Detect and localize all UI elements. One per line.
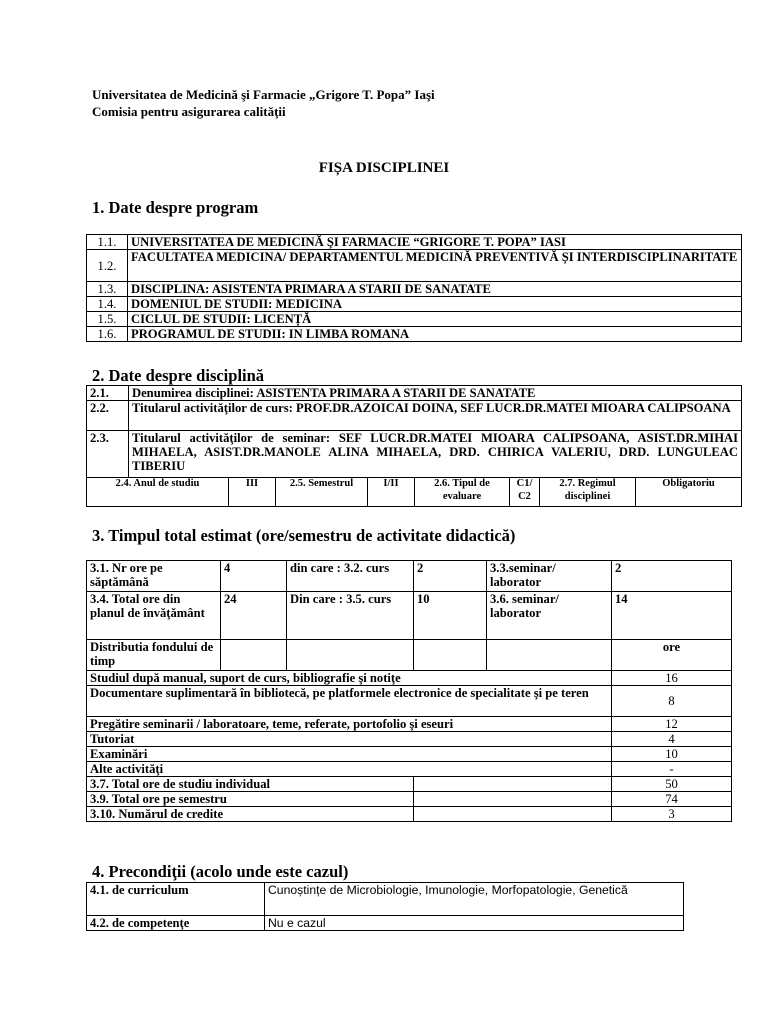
table-row — [87, 640, 732, 671]
seminar-total-value: 14 — [612, 592, 732, 640]
activity-label: Examinări — [87, 747, 612, 762]
year-label: 2.4. Anul de studiu — [87, 478, 229, 507]
course-total-value: 10 — [414, 592, 487, 640]
table-row — [87, 401, 742, 431]
activity-hours: 8 — [612, 686, 732, 717]
row-number: 1.6. — [87, 327, 128, 342]
row-number: 1.4. — [87, 297, 128, 312]
section-1-heading: 1. Date despre program — [92, 198, 259, 217]
total-plan-label: 3.4. Total ore din planul de învăţământ — [87, 592, 221, 640]
table-row — [87, 747, 732, 762]
row-number: 1.3. — [87, 282, 128, 297]
section-4-heading: 4. Precondiţii (acolo unde este cazul) — [92, 862, 349, 881]
semester-label: 2.5. Semestrul — [276, 478, 368, 507]
table-row — [87, 297, 742, 312]
table-row — [87, 386, 742, 401]
row-text: DISCIPLINA: ASISTENTA PRIMARA A STARII DE SANATATE — [128, 282, 742, 297]
table-row — [87, 792, 732, 807]
page-title: FIȘA DISCIPLINEI — [318, 160, 450, 176]
activity-label: Alte activităţi — [87, 762, 612, 777]
hours-week-label: 3.1. Nr ore pe săptămână — [87, 561, 221, 592]
precondition-label: 4.1. de curriculum — [87, 883, 265, 916]
table-row — [87, 883, 684, 916]
row-text: FACULTATEA MEDICINA/ DEPARTAMENTUL MEDICINĂ PREVENTIVĂ ȘI INTERDISCIPLINARITATE — [128, 250, 742, 282]
course-hours-value: 2 — [414, 561, 487, 592]
section-3-heading: 3. Timpul total estimat (ore/semestru de activitate didactică) — [92, 526, 516, 545]
year-value: III — [229, 478, 276, 507]
university-name: Universitatea de Medicină şi Farmacie „Grigore T. Popa” Iaşi — [92, 87, 435, 102]
table-row — [87, 235, 742, 250]
row-text: DOMENIUL DE STUDII: MEDICINA — [128, 297, 742, 312]
table-row — [87, 250, 742, 282]
total-label: 3.7. Total ore de studiu individual — [87, 777, 414, 792]
activity-label: Documentare suplimentară în bibliotecă, pe platformele electronice de specialitate şi pe teren — [87, 686, 612, 717]
total-value: 3 — [612, 807, 732, 822]
total-value: 50 — [612, 777, 732, 792]
row-text: UNIVERSITATEA DE MEDICINĂ ŞI FARMACIE “GRIGORE T. POPA” IASI — [128, 235, 742, 250]
table-row — [87, 478, 742, 507]
row-text: Titularul activităţilor de curs: PROF.DR.AZOICAI DOINA, SEF LUCR.DR.MATEI MIOARA CALIPSOANA — [129, 401, 742, 431]
seminar-hours-label: 3.3.seminar/ laborator — [487, 561, 612, 592]
total-plan-value: 24 — [221, 592, 287, 640]
row-text: Titularul activităţilor de seminar: SEF LUCR.DR.MATEI MIOARA CALIPSOANA, ASIST.DR.MIHAI MIHAELA, ASIST.DR.MANOLE ALINA MIHAELA, DRD. CHIRICA VALERIU, DRD. LUNGULEAC TIBERIU — [129, 431, 742, 478]
total-value: 74 — [612, 792, 732, 807]
row-number: 1.1. — [87, 235, 128, 250]
row-text: CICLUL DE STUDII: LICENȚĂ — [128, 312, 742, 327]
discipline-table — [86, 385, 742, 507]
regime-label: 2.7. Regimul disciplinei — [540, 478, 636, 507]
activity-hours: - — [612, 762, 732, 777]
quality-commission: Comisia pentru asigurarea calităţii — [92, 104, 286, 119]
table-row — [87, 431, 742, 478]
table-row — [87, 807, 732, 822]
table-row — [87, 762, 732, 777]
row-number: 2.3. — [87, 431, 129, 478]
row-number: 2.2. — [87, 401, 129, 431]
table-row — [87, 561, 732, 592]
table-row — [87, 312, 742, 327]
course-hours-label: din care : 3.2. curs — [287, 561, 414, 592]
table-row — [87, 592, 732, 640]
activity-label: Pregătire seminarii / laboratoare, teme, referate, portofolio şi eseuri — [87, 717, 612, 732]
table-row — [87, 327, 742, 342]
activity-hours: 16 — [612, 671, 732, 686]
row-text: Denumirea disciplinei: ASISTENTA PRIMARA A STARII DE SANATATE — [129, 386, 742, 401]
course-total-label: Din care : 3.5. curs — [287, 592, 414, 640]
seminar-hours-value: 2 — [612, 561, 732, 592]
row-text: PROGRAMUL DE STUDII: IN LIMBA ROMANA — [128, 327, 742, 342]
preconditions-table — [86, 882, 684, 931]
table-row — [87, 777, 732, 792]
program-table — [86, 234, 742, 342]
hours-column-label: ore — [612, 640, 732, 671]
table-row — [87, 671, 732, 686]
precondition-value: Nu e cazul — [265, 916, 684, 931]
section-2-heading: 2. Date despre disciplină — [92, 366, 265, 385]
row-number: 1.5. — [87, 312, 128, 327]
activity-hours: 4 — [612, 732, 732, 747]
row-number: 1.2. — [87, 250, 128, 282]
seminar-total-label: 3.6. seminar/ laborator — [487, 592, 612, 640]
precondition-label: 4.2. de competenţe — [87, 916, 265, 931]
activity-hours: 12 — [612, 717, 732, 732]
distribution-label: Distributia fondului de timp — [87, 640, 221, 671]
table-row — [87, 282, 742, 297]
precondition-value: Cunoștințe de Microbiologie, Imunologie, Morfopatologie, Genetică — [265, 883, 684, 916]
total-label: 3.9. Total ore pe semestru — [87, 792, 414, 807]
regime-value: Obligatoriu — [636, 478, 742, 507]
table-row — [87, 732, 732, 747]
activity-label: Tutoriat — [87, 732, 612, 747]
table-row — [87, 916, 684, 931]
hours-week-value: 4 — [221, 561, 287, 592]
semester-value: I/II — [368, 478, 415, 507]
total-label: 3.10. Numărul de credite — [87, 807, 414, 822]
evaluation-label: 2.6. Tipul de evaluare — [415, 478, 510, 507]
row-number: 2.1. — [87, 386, 129, 401]
table-row — [87, 686, 732, 717]
time-table — [86, 560, 732, 822]
table-row — [87, 717, 732, 732]
evaluation-value: C1/ C2 — [510, 478, 540, 507]
activity-label: Studiul după manual, suport de curs, bibliografie şi notiţe — [87, 671, 612, 686]
activity-hours: 10 — [612, 747, 732, 762]
